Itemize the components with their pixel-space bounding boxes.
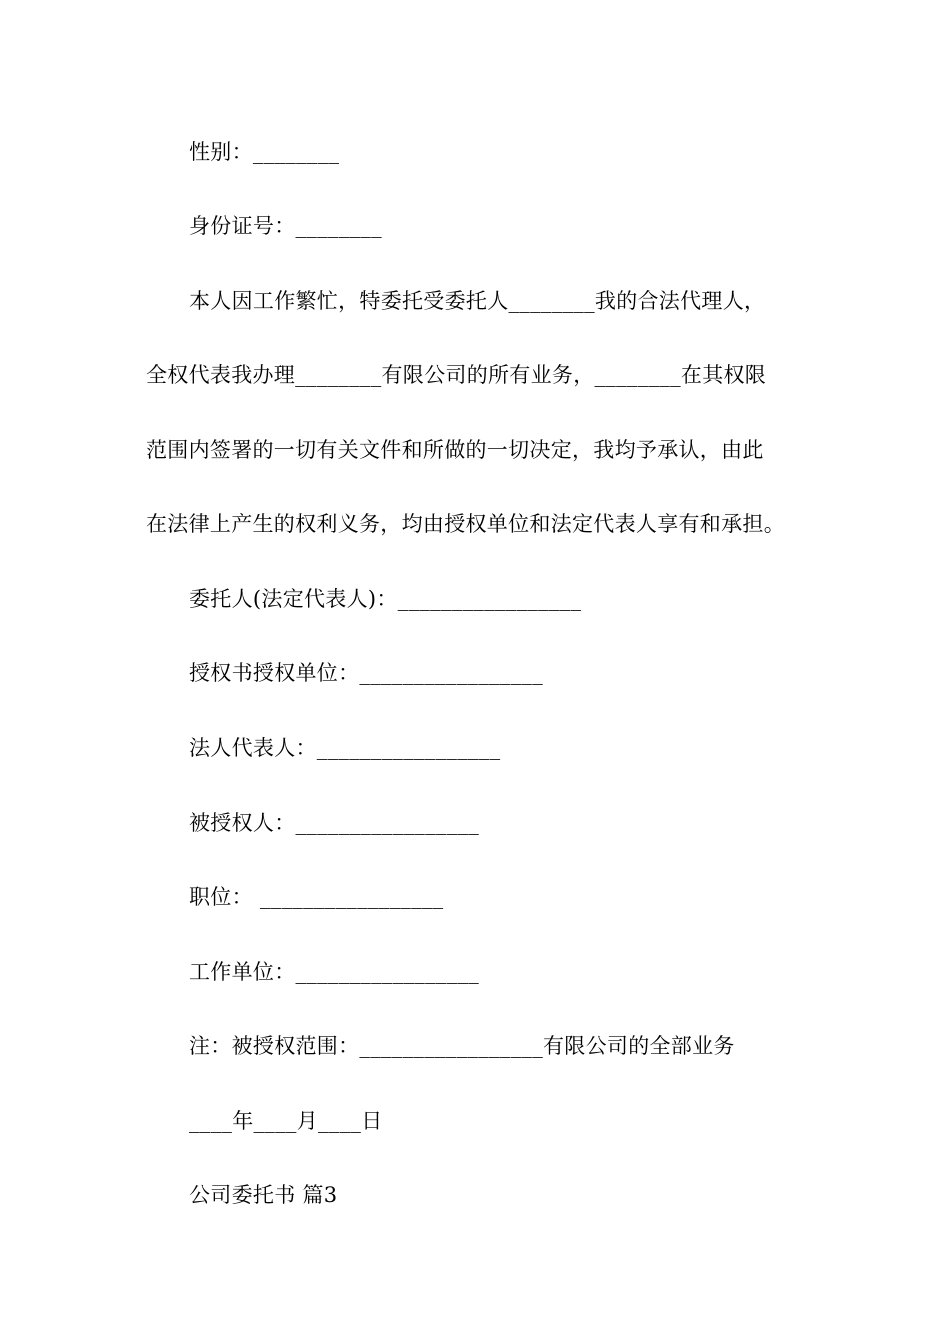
legal-representative-line: 法人代表人：_________________ bbox=[189, 736, 501, 760]
position-line: 职位： _________________ bbox=[189, 885, 444, 909]
authorizing-unit-line: 授权书授权单位：_________________ bbox=[189, 661, 543, 685]
date-line: ____年____月____日 bbox=[189, 1109, 383, 1133]
body-paragraph-line-2: 全权代表我办理________有限公司的所有业务，________在其权限 bbox=[146, 363, 767, 387]
authorization-scope-note-line: 注：被授权范围：_________________有限公司的全部业务 bbox=[189, 1034, 735, 1058]
body-paragraph-line-4: 在法律上产生的权利义务，均由授权单位和法定代表人享有和承担。 bbox=[146, 512, 785, 536]
authorized-person-line: 被授权人：_________________ bbox=[189, 811, 480, 835]
gender-line: 性别：________ bbox=[189, 140, 340, 164]
id-number-line: 身份证号：________ bbox=[189, 214, 382, 238]
body-paragraph-line-3: 范围内签署的一切有关文件和所做的一切决定，我均予承认，由此 bbox=[146, 438, 764, 462]
section-heading: 公司委托书 篇3 bbox=[189, 1183, 338, 1207]
work-unit-line: 工作单位：_________________ bbox=[189, 960, 480, 984]
body-paragraph-line-1: 本人因工作繁忙，特委托受委托人________我的合法代理人， bbox=[189, 289, 766, 313]
principal-legal-rep-line: 委托人(法定代表人)：_________________ bbox=[189, 587, 582, 611]
